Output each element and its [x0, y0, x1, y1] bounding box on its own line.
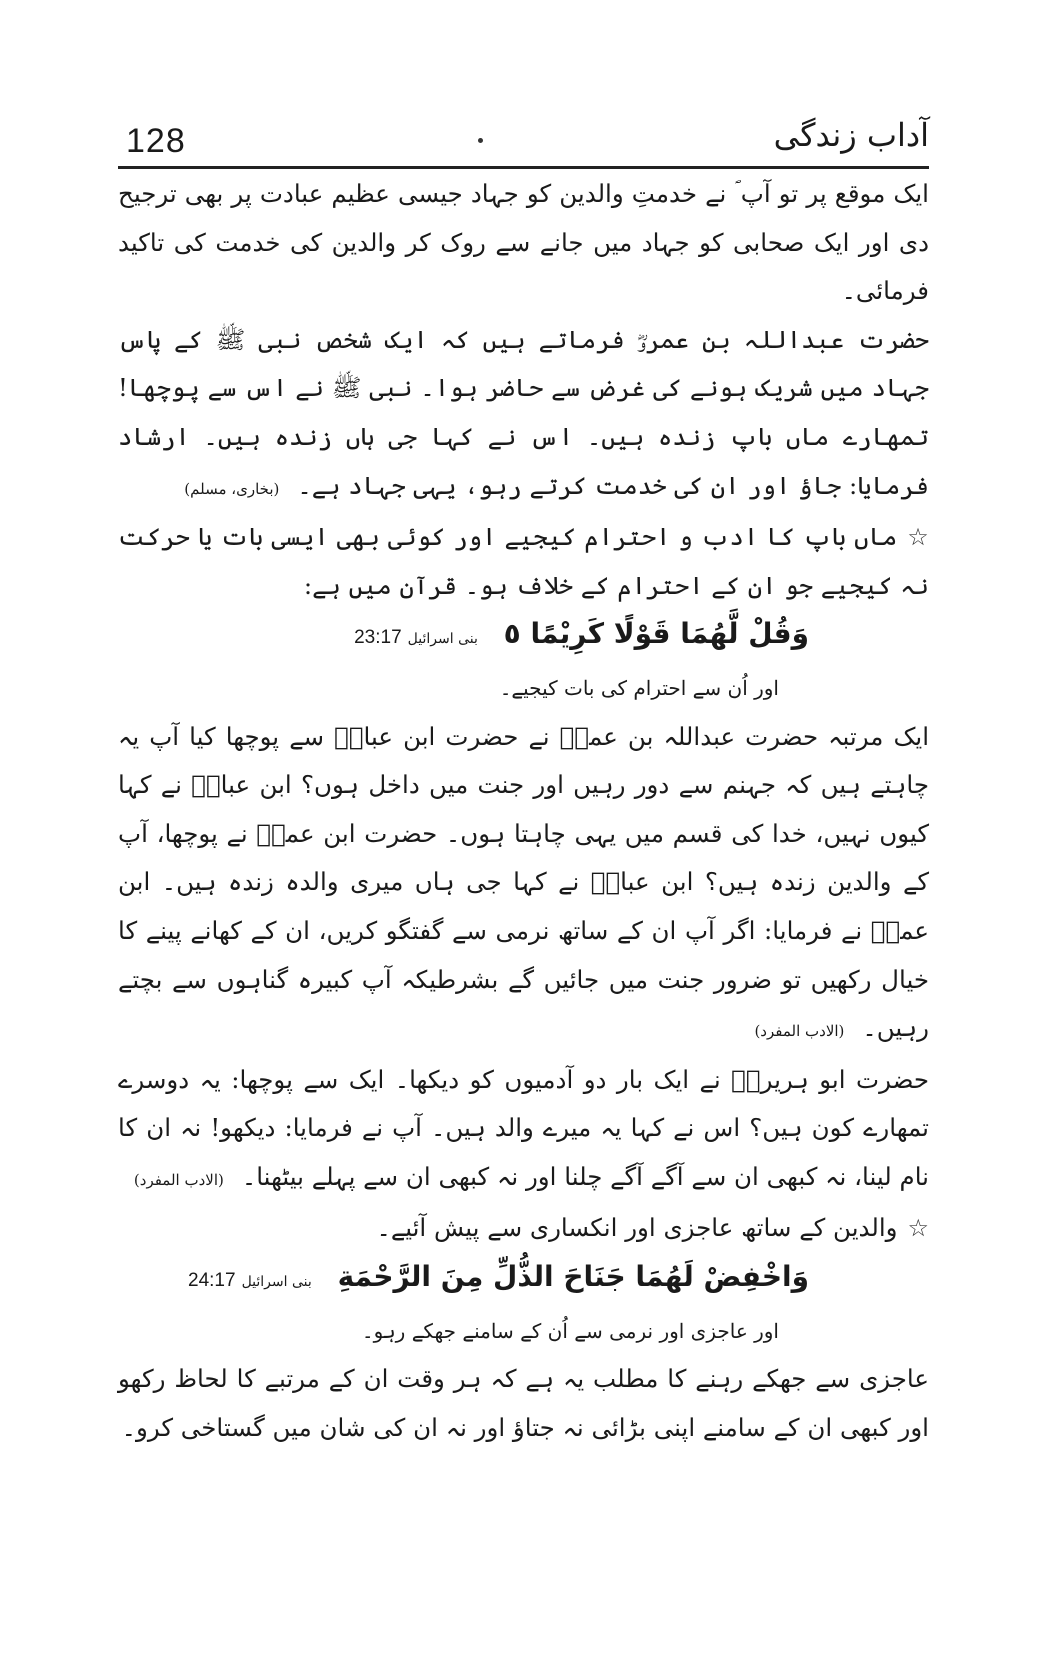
paragraph-4: [118, 1056, 929, 1205]
star-icon: ☆: [907, 1214, 929, 1243]
ayah-1-verse: 23:17: [354, 627, 402, 649]
header-divider: [118, 166, 929, 169]
paragraph-2-text: حضرت عبداللہ بن عمروؓ فرماتے ہیں کہ ایک شخص نبی ﷺ کے پاس جہاد میں شریک ہونے کی غرض سے حاضر ہوا۔ نبی ﷺ نے اس سے پوچھا! تمھارے ماں باپ زندہ ہیں۔ اس نے کہا جی ہاں زندہ ہیں۔ ارشاد فرمایا: جاؤ اور ان کی خدمت کرتے رہو، یہی جہاد ہے۔: [118, 324, 929, 500]
page-body: [118, 170, 929, 1452]
paragraph-1: ایک موقع پر تو آپ ؐ نے خدمتِ والدین کو جہاد جیسی عظیم عبادت پر بھی ترجیح دی اور ایک صحابی کو جہاد میں جانے سے روک کر والدین کی خدمت کی تاکید فرمائی۔: [118, 179, 929, 306]
ayah-1-surah: بنی اسرائیل: [407, 631, 478, 648]
paragraph-3: [118, 713, 929, 1056]
ayah-1-arabic: وَقُلْ لَّهُمَا قَوْلًا كَرِيْمًا ٥: [503, 617, 809, 651]
paragraph-2: [118, 316, 929, 513]
point-1-text: ماں باپ کا ادب و احترام کیجیے اور کوئی بھی ایسی بات یا حرکت نہ کیجیے جو ان کے احترام کے خلاف ہو۔ قرآن میں ہے:: [118, 522, 929, 600]
paragraph-3-text: ایک مرتبہ حضرت عبداللہ بن عمرؓ نے حضرت ابن عباسؓ سے پوچھا کیا آپ یہ چاہتے ہیں کہ جہنم سے دور رہیں اور جنت میں داخل ہوں؟ ابن عباسؓ نے کہا کیوں نہیں، خدا کی قسم میں یہی چاہتا ہوں۔ حضرت ابن عمرؓ نے پوچھا، آپ کے والدین زندہ ہیں؟ ابن عباسؓ نے کہا جی ہاں میری والدہ زندہ ہیں۔ ابن عمرؓ نے فرمایا: اگر آپ ان کے ساتھ نرمی سے گفتگو کریں، ان کے کھانے پینے کا خیال رکھیں تو ضرور جنت میں جائیں گے بشرطیکہ آپ کبیرہ گناہوں سے بچتے رہیں۔: [118, 721, 929, 1043]
page-header: [118, 110, 929, 172]
ayah-2: [118, 1253, 929, 1307]
paragraph-4-text: حضرت ابو ہریرہؓ نے ایک بار دو آدمیوں کو دیکھا۔ ایک سے پوچھا: یہ دوسرے تمھارے کون ہیں؟ اس نے کہا یہ میرے والد ہیں۔ آپ نے فرمایا: دیکھو! نہ ان کا نام لینا، نہ کبھی ان سے آگے آگے چلنا اور نہ کبھی ان سے پہلے بیٹھنا۔: [118, 1064, 929, 1191]
ayah-2-translation: اور عاجزی اور نرمی سے اُن کے سامنے جھکے رہو۔: [361, 1318, 779, 1343]
ayah-1-translation: اور اُن سے احترام کی بات کیجیے۔: [499, 675, 779, 700]
point-1: [118, 513, 929, 610]
ayah-2-arabic: وَاخْفِضْ لَهُمَا جَنَاحَ الذُّلِّ مِنَ الرَّحْمَةِ: [337, 1260, 809, 1294]
book-title: آداب زندگی: [773, 116, 929, 154]
page-number: 128: [126, 122, 186, 160]
paragraph-5: عاجزی سے جھکے رہنے کا مطلب یہ ہے کہ ہر وقت ان کے مرتبے کا لحاظ رکھو اور کبھی ان کے سامنے اپنی بڑائی نہ جتاؤ اور نہ ان کی شان میں گستاخی کرو۔: [118, 1364, 929, 1442]
point-2-text: والدین کے ساتھ عاجزی اور انکساری سے پیش آئیے۔: [376, 1213, 898, 1243]
reference-bukhari: (بخاری، مسلم): [184, 479, 280, 498]
ayah-1: [118, 610, 929, 664]
star-icon: ☆: [907, 523, 930, 552]
header-dot: [478, 138, 483, 143]
reference-adab-1: (الادب المفرد): [754, 1022, 845, 1041]
reference-adab-2: (الادب المفرد): [133, 1170, 224, 1189]
point-2: [118, 1204, 929, 1253]
ayah-2-surah: بنی اسرائیل: [241, 1274, 312, 1291]
ayah-2-verse: 24:17: [188, 1270, 236, 1292]
